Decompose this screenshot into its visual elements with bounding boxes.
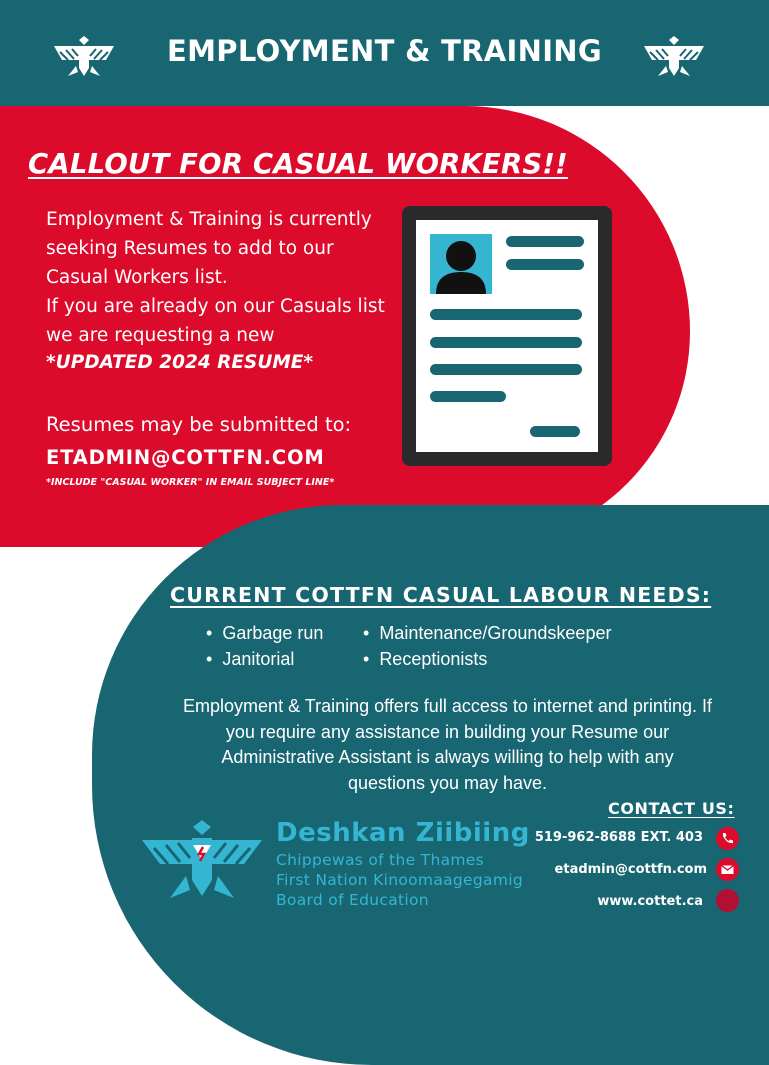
phone-icon — [716, 827, 739, 850]
list-item: • Janitorial — [206, 649, 294, 670]
updated-resume-text: *UPDATED 2024 RESUME* — [46, 352, 314, 373]
offer-line: you require any assistance in building your Resume our — [225, 721, 670, 742]
org-line: Chippewas of the Thames — [276, 851, 484, 869]
offer-paragraph — [140, 694, 755, 796]
offer-line: Administrative Assistant is always willing to help with any — [221, 747, 674, 767]
list-item: • Maintenance/Groundskeeper — [363, 623, 611, 644]
intro-line: seeking Resumes to add to our — [46, 238, 334, 259]
org-line: Board of Education — [276, 891, 429, 909]
contact-email[interactable]: etadmin@cottfn.com — [554, 862, 707, 877]
offer-line: questions you may have. — [347, 772, 548, 793]
callout-heading: CALLOUT FOR CASUAL WORKERS!! — [28, 148, 568, 180]
globe-icon — [716, 889, 739, 912]
needs-heading: CURRENT COTTFN CASUAL LABOUR NEEDS: — [170, 583, 712, 607]
list-item: • Receptionists — [363, 649, 487, 670]
contact-heading: CONTACT US: — [608, 799, 735, 818]
page-title: EMPLOYMENT & TRAINING — [167, 34, 602, 68]
org-name: Deshkan Ziibiing — [276, 818, 530, 848]
offer-line: Employment & Training offers full access to internet and printing. If — [183, 696, 712, 716]
submit-email[interactable]: ETADMIN@COTTFN.COM — [46, 446, 325, 469]
intro-line: Employment & Training is currently — [46, 209, 372, 230]
subject-note: *INCLUDE "CASUAL WORKER" IN EMAIL SUBJECT LINE* — [46, 477, 335, 488]
mail-icon — [716, 858, 739, 881]
submit-text: Resumes may be submitted to: — [46, 413, 352, 436]
org-line: First Nation Kinoomaagegamig — [276, 871, 523, 889]
intro-line: Casual Workers list. — [46, 267, 228, 288]
intro-line: we are requesting a new — [46, 325, 275, 346]
contact-website[interactable]: www.cottet.ca — [597, 894, 703, 909]
intro-line: If you are already on our Casuals list — [46, 296, 385, 317]
thunderbird-logo — [140, 818, 264, 904]
list-item: • Garbage run — [206, 623, 323, 644]
resume-document-icon — [402, 206, 612, 466]
contact-phone[interactable]: 519-962-8688 EXT. 403 — [534, 830, 703, 845]
thunderbird-icon — [642, 32, 706, 80]
